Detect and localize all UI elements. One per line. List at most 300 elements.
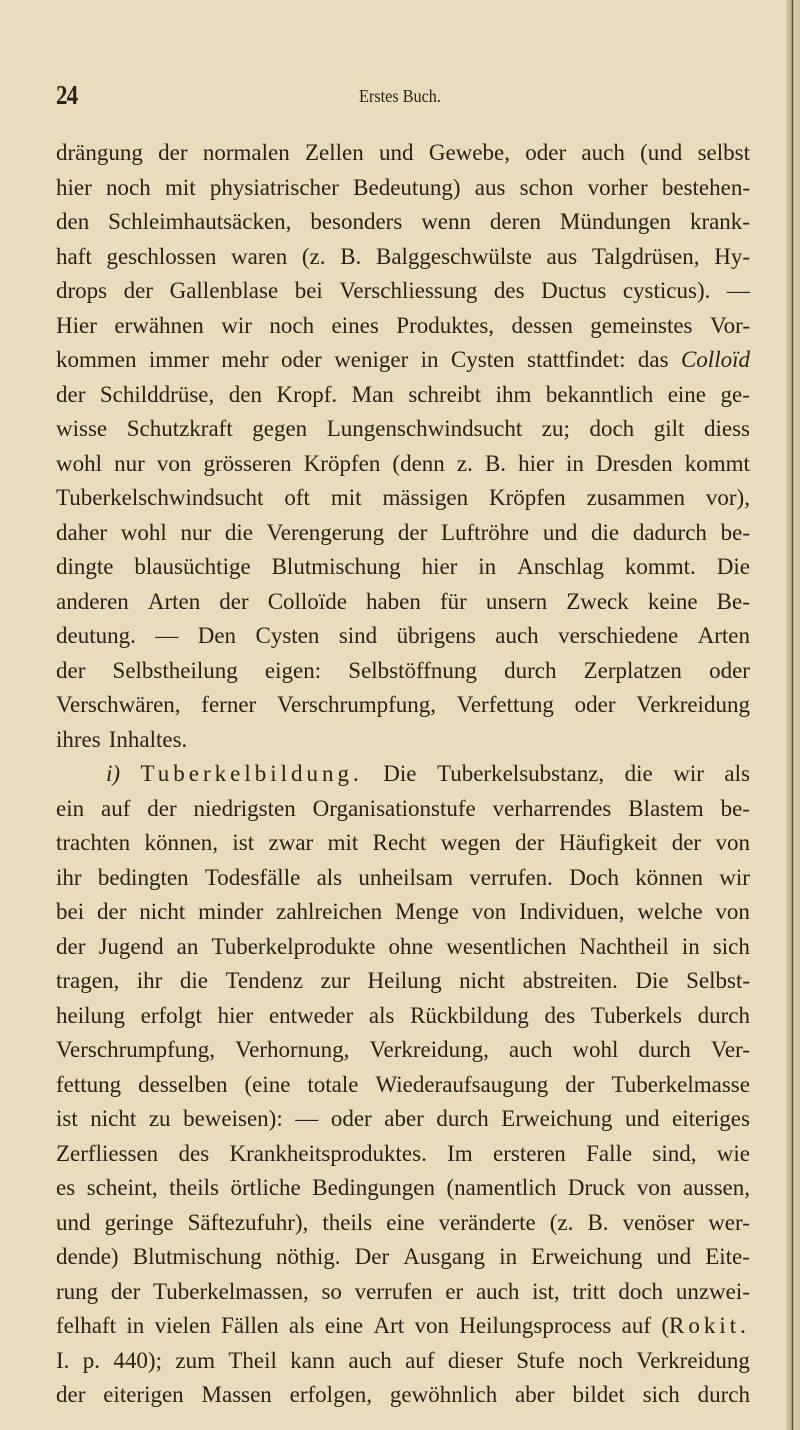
word: 440); [113, 1347, 162, 1373]
word: sich [712, 933, 750, 959]
word: auch [475, 1278, 520, 1304]
word: drops [56, 278, 108, 303]
word: vor), [705, 485, 750, 510]
word: des [178, 1140, 210, 1166]
word: unsern [485, 588, 548, 614]
word: Colloïde [267, 588, 347, 614]
word: wesentlichen [446, 933, 567, 959]
word: (denn [392, 450, 445, 476]
word: kann [290, 1347, 335, 1373]
word: bei [294, 278, 323, 303]
word: Todesfälle [204, 864, 301, 890]
word: Verschrumpfung, [56, 1037, 216, 1062]
word: hier [56, 174, 92, 200]
word: Cysten [450, 347, 515, 372]
word: Der [354, 1244, 390, 1269]
word: felhaft [56, 1313, 117, 1338]
word: be- [720, 795, 750, 821]
word: bekanntlich [545, 381, 654, 407]
word: erfolgt [140, 1002, 202, 1028]
word: daher [56, 519, 108, 545]
word: Verengerung [266, 519, 385, 545]
word: noch [269, 312, 315, 338]
word: z. [456, 450, 473, 476]
word: Jugend [98, 933, 164, 959]
word: der [56, 657, 86, 683]
word: durch [697, 1002, 750, 1028]
word: I. [56, 1347, 70, 1373]
word: können, [144, 830, 218, 855]
word: wohl [56, 450, 102, 476]
text-line [56, 930, 750, 965]
word: Balggeschwülste [375, 243, 532, 269]
word: wir [719, 864, 750, 890]
text-line [56, 757, 750, 792]
word: sind, [652, 1140, 697, 1166]
word: ihr [136, 968, 163, 993]
word: von [715, 899, 750, 924]
word: Vor- [709, 312, 750, 338]
word: in [126, 1313, 145, 1338]
word: gilt [653, 416, 685, 441]
word: Recht [372, 830, 427, 855]
book-spine-edge [786, 0, 800, 1430]
word: Arten [697, 623, 750, 648]
word: (namentlich [446, 1175, 557, 1200]
word: durch [504, 657, 557, 683]
word: ihr [56, 864, 82, 890]
word: haft [56, 243, 92, 269]
word: drängung [56, 140, 143, 165]
word: die [224, 519, 253, 545]
word: be- [720, 519, 750, 545]
word: eine [386, 1209, 425, 1235]
word: nicht [139, 899, 186, 924]
word: Selbstheilung [112, 657, 238, 683]
word: entweder [268, 1002, 354, 1028]
text-line [56, 654, 750, 689]
word: Selbstöffnung [348, 657, 477, 683]
word: örtliche [230, 1175, 301, 1200]
word: wie [716, 1140, 750, 1166]
word: Ausgang [403, 1244, 486, 1269]
word: heilung [56, 1002, 125, 1028]
word: dadurch [632, 519, 707, 545]
text-line [56, 723, 750, 758]
word: von [471, 899, 507, 924]
word: bildet [572, 1382, 625, 1407]
word: von [156, 450, 192, 476]
text-line [56, 378, 750, 413]
word: B. [587, 1209, 609, 1235]
word: hier [217, 1002, 254, 1028]
word: — [726, 278, 750, 303]
word: veränderte [438, 1209, 536, 1235]
word: (z. [549, 1209, 574, 1235]
word: wir [673, 761, 704, 786]
word: wegen [440, 830, 501, 855]
text-line [56, 171, 750, 206]
page-number: 24 [56, 80, 78, 110]
word: B. [340, 243, 362, 269]
word: der [515, 830, 545, 855]
word: Tuberkelmassen, [153, 1278, 309, 1304]
word: Ductus [541, 278, 607, 303]
word: unheilsam [358, 864, 453, 890]
word: Lungenschwindsucht [326, 416, 523, 441]
word: Cysten [255, 623, 320, 648]
word: Tuberkelbildung. [140, 761, 363, 786]
word: Rückbildung [410, 1002, 529, 1028]
word: es [56, 1175, 76, 1200]
word: sich [642, 1382, 680, 1407]
word: durch [436, 1106, 489, 1131]
word: beweisen): [183, 1106, 283, 1131]
word: die [591, 519, 620, 545]
text-line [56, 516, 750, 551]
word: auch [581, 140, 625, 165]
word: ist [56, 1106, 78, 1131]
word: nicht [459, 968, 506, 993]
word: Arten [147, 588, 201, 614]
word: vielen [154, 1313, 211, 1338]
word: mässigen [382, 485, 469, 510]
word: wenn [421, 209, 472, 234]
word: Gewebe, [428, 140, 510, 165]
word: Verkreidung [636, 692, 750, 717]
word: und [56, 1209, 91, 1235]
word: Massen [201, 1382, 272, 1407]
word: auch [348, 1347, 392, 1373]
word: durch [638, 1037, 691, 1062]
word: nicht [90, 1106, 137, 1131]
word: gewöhnlich [389, 1382, 498, 1407]
word: zusammen [586, 485, 685, 510]
word: tragen, [56, 968, 120, 993]
word: stattfindet: [527, 347, 626, 372]
text-line [56, 550, 750, 585]
word: ihm [495, 381, 532, 407]
word: und [624, 1106, 660, 1131]
word: Gallenblase [169, 278, 279, 303]
word: der [671, 830, 702, 855]
word: auf [101, 795, 131, 821]
word: Verkreidung, [369, 1037, 489, 1062]
word: Zellen [305, 140, 364, 165]
word: können [635, 864, 704, 890]
word: geschlossen [106, 243, 217, 269]
word: von [636, 1175, 672, 1200]
text-line [56, 1240, 750, 1275]
text-line [56, 964, 750, 999]
word: und [656, 1244, 692, 1269]
word: Erweichung [531, 1244, 643, 1269]
word: totale [307, 1071, 359, 1097]
word: Verschliessung [339, 278, 478, 303]
word: zwar [268, 830, 314, 855]
word: bei [56, 899, 85, 924]
word: scheint, [86, 1175, 158, 1200]
word: oder [525, 140, 567, 165]
text-line [56, 1378, 750, 1413]
word: Säftezufuhr), [187, 1209, 309, 1235]
word: dieser [447, 1347, 503, 1373]
word: noch [578, 1347, 623, 1373]
word: immer [148, 347, 209, 372]
word: als [368, 1002, 395, 1028]
text-line [56, 136, 750, 171]
word: Tuberkels [590, 1002, 682, 1028]
word: als [724, 761, 750, 786]
word: eine [324, 1313, 364, 1338]
word: Erweichung [501, 1106, 613, 1131]
word: den [228, 381, 262, 407]
word: des [493, 278, 525, 303]
word: zu; [541, 416, 570, 441]
word: und [379, 140, 414, 165]
word: dingte [56, 554, 114, 579]
word: zu [148, 1106, 171, 1131]
word: durch [697, 1382, 750, 1407]
word: schreibt [408, 381, 482, 407]
word: sind [338, 623, 378, 648]
word: schon [519, 174, 574, 200]
word: ge- [720, 381, 750, 407]
word: ein [56, 795, 85, 821]
running-title: Erstes Buch. [359, 86, 441, 106]
word: eines [331, 312, 379, 338]
word: das [637, 347, 669, 372]
word: der [110, 1278, 141, 1304]
word: Schleimhautsäcken, [108, 209, 292, 234]
word: Wiederaufsaugung [375, 1071, 549, 1097]
word: in [478, 554, 497, 579]
word: anderen [56, 588, 129, 614]
word: Zerplatzen [583, 657, 682, 683]
word: gegen [252, 416, 308, 441]
word: und [542, 519, 578, 545]
word: B. [484, 450, 507, 476]
word: eigen: [264, 657, 322, 683]
word: ihres [56, 726, 101, 752]
word: Art [373, 1313, 405, 1338]
word: Organisationstufe [312, 795, 476, 821]
word: für [439, 588, 467, 614]
word: nur [114, 450, 145, 476]
word: Zweck [566, 588, 629, 614]
word: Produktes, [396, 312, 495, 338]
word: Bedingungen [312, 1175, 435, 1200]
word: oder [280, 347, 322, 372]
word: niedrigsten [193, 795, 296, 821]
text-line [56, 1171, 750, 1206]
word: zur [320, 968, 350, 993]
word: (z. [301, 243, 326, 269]
word: wer- [708, 1209, 750, 1235]
word: welche [637, 899, 703, 924]
word: verharrendes [492, 795, 612, 821]
word: minder [198, 899, 264, 924]
word: kommt. [624, 554, 696, 579]
word: Luftröhre [440, 519, 530, 545]
word: (eine [244, 1071, 291, 1097]
word: Doch [569, 864, 620, 890]
word: Menge [395, 899, 459, 924]
word: theils [169, 1175, 219, 1200]
word: aussen, [682, 1175, 750, 1200]
text-line [56, 1068, 750, 1103]
word: Heilungsprocess [459, 1313, 612, 1338]
word: Heilung [367, 968, 442, 993]
word: theils [322, 1209, 373, 1235]
word: der [123, 278, 154, 303]
word: mit [164, 174, 196, 200]
word: den [56, 209, 90, 234]
text-line [56, 1137, 750, 1172]
word: Verschwären, [56, 692, 181, 717]
word: der [565, 1071, 595, 1097]
word: wir [221, 312, 252, 338]
word: Die [635, 968, 669, 993]
word: ohne [388, 933, 434, 959]
word: Bedeutung) [353, 174, 461, 200]
word: Dresden [595, 450, 673, 476]
word: tritt [572, 1278, 606, 1304]
text-line [56, 585, 750, 620]
word: verschiedene [558, 623, 679, 648]
word: Kröpfen [489, 485, 566, 510]
word: — [155, 623, 179, 648]
word: nur [180, 519, 212, 545]
word: haben [365, 588, 421, 614]
word: desselben [138, 1071, 228, 1097]
word: wohl [120, 519, 167, 545]
word: Man [351, 381, 394, 407]
word: mit [330, 485, 362, 510]
word: von [715, 830, 750, 855]
word: waren [231, 243, 288, 269]
word: von [414, 1313, 449, 1338]
word: Inhaltes. [108, 726, 188, 752]
text-line [56, 861, 750, 896]
word: dessen [511, 312, 573, 338]
word: Druck [567, 1175, 626, 1200]
word: ist, [532, 1278, 560, 1304]
word: zahlreichen [276, 899, 383, 924]
word: Theil [228, 1347, 277, 1373]
text-line [56, 688, 750, 723]
word: aus [546, 243, 578, 269]
word: des [544, 1002, 576, 1028]
word: der [158, 140, 188, 165]
word: auch [508, 1037, 553, 1062]
word: Verkreidung [636, 1347, 750, 1373]
word: weniger [334, 347, 409, 372]
word: hier [421, 554, 458, 579]
word: — [295, 1106, 319, 1131]
word: in [499, 1244, 518, 1269]
word: Ver- [710, 1037, 750, 1062]
word: (und [640, 140, 683, 165]
word: als [316, 864, 343, 890]
word: Zerfliessen [56, 1140, 159, 1166]
word: verrufen. [469, 864, 553, 890]
word: in [420, 347, 439, 372]
word: vorher [587, 174, 648, 200]
word: kommt [684, 450, 750, 476]
text-line [56, 619, 750, 654]
word: wisse [56, 416, 108, 441]
word: der [56, 1382, 86, 1407]
text-line [56, 792, 750, 827]
text-line [56, 1275, 750, 1310]
word: Blutmischung [132, 1244, 262, 1269]
word: besonders [310, 209, 403, 234]
word: aber [384, 1106, 424, 1131]
word: Anschlag [517, 554, 604, 579]
word: krank- [689, 209, 750, 234]
word: oder [330, 1106, 372, 1131]
word: Tendenz [225, 968, 304, 993]
word: Falle [586, 1140, 633, 1166]
text-line [56, 274, 750, 309]
word: so [321, 1278, 342, 1304]
word: Be- [716, 588, 750, 614]
word: blausüchtige [134, 554, 251, 579]
text-line [56, 240, 750, 275]
word: Die [383, 761, 417, 786]
word: mehr [221, 347, 269, 372]
word: deren [489, 209, 541, 234]
word: Im [447, 1140, 473, 1166]
word: Nachtheil [579, 933, 669, 959]
word: der [397, 519, 428, 545]
word: eine [667, 381, 707, 407]
word: nöthig. [275, 1244, 341, 1269]
word: Mündungen [559, 209, 672, 234]
text-line [56, 205, 750, 240]
word: der [56, 381, 86, 407]
word: diess [703, 416, 750, 441]
word: Die [716, 554, 750, 579]
word: Kröpfen [303, 450, 381, 476]
word: Tuberkelprodukte [211, 933, 376, 959]
word: i) [106, 761, 121, 786]
word: Schilddrüse, [99, 381, 215, 407]
word: fettung [56, 1071, 122, 1097]
word: Hier [56, 312, 97, 338]
word: auch [495, 623, 539, 648]
word: Tuberkelschwindsucht [56, 485, 264, 510]
word: der [96, 899, 127, 924]
word: ersteren [493, 1140, 566, 1166]
word: trachten [56, 830, 131, 855]
word: cysticus). [622, 278, 711, 303]
word: normalen [202, 140, 290, 165]
word: der [56, 933, 86, 959]
word: physiatrischer [209, 174, 339, 200]
word: ist [232, 830, 255, 855]
text-line [56, 412, 750, 447]
word: mit [327, 830, 359, 855]
word: gemeinstes [590, 312, 693, 338]
word: als [288, 1313, 315, 1338]
word: an [176, 933, 199, 959]
text-line [56, 895, 750, 930]
word: in [566, 450, 584, 476]
word: aber [515, 1382, 555, 1407]
text-line [56, 343, 750, 378]
